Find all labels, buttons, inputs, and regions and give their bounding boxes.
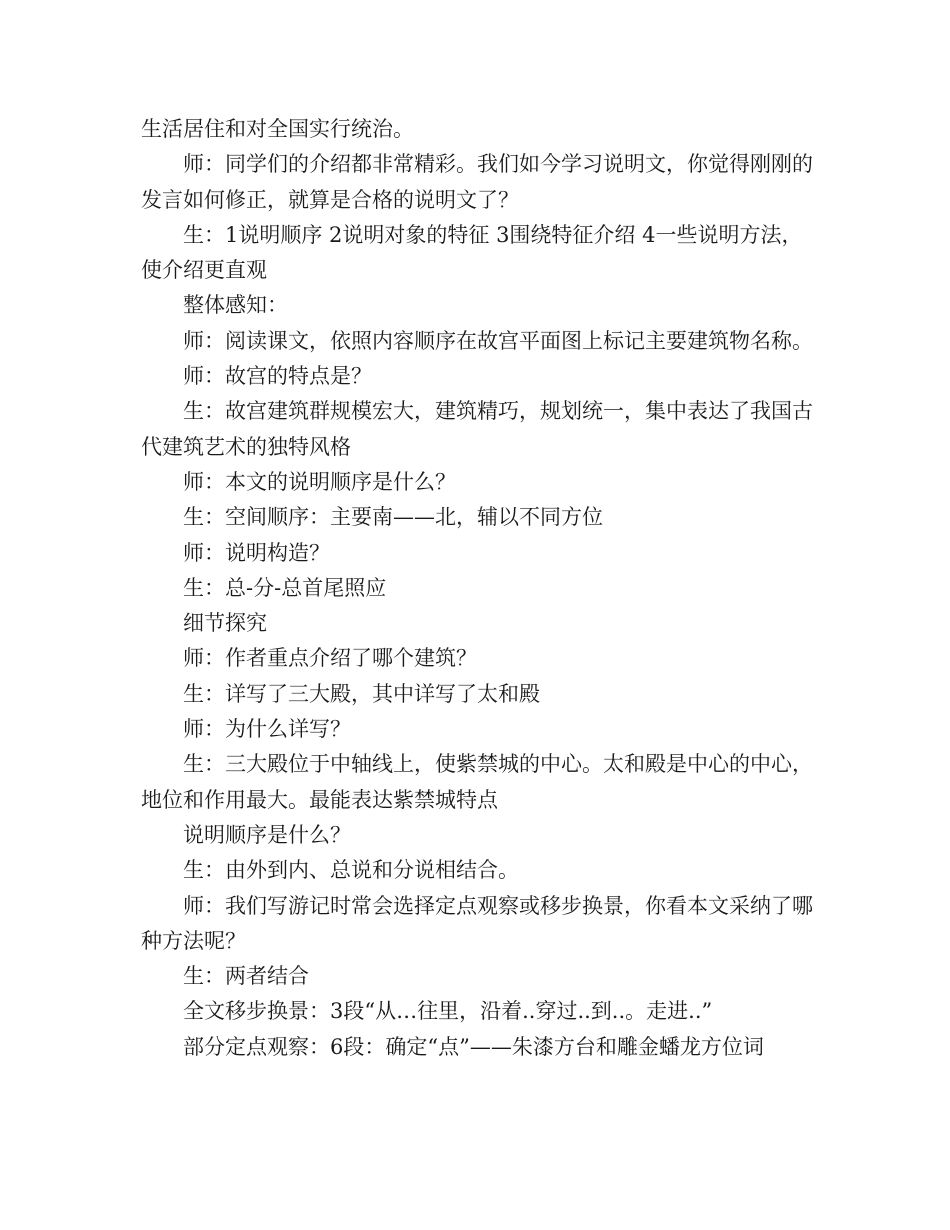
paragraph: 师：作者重点介绍了哪个建筑？ — [183, 646, 477, 671]
paragraph: 师：阅读课文，依照内容顺序在故宫平面图上标记主要建筑物名称。 — [183, 328, 813, 353]
paragraph: 师：我们写游记时常会选择定点观察或移步换景，你看本文采纳了哪种方法呢？ — [141, 893, 813, 953]
paragraph: 生：详写了三大殿，其中详写了太和殿 — [183, 681, 540, 706]
paragraph: 生：空间顺序：主要南——北，辅以不同方位 — [183, 505, 603, 530]
paragraph: 师：同学们的介绍都非常精彩。我们如今学习说明文，你觉得刚刚的发言如何修正，就算是合格的说明文了？ — [141, 152, 813, 212]
section-heading: 细节探究 — [183, 611, 267, 636]
paragraph: 生：三大殿位于中轴线上，使紫禁城的中心。太和殿是中心的中心，地位和作用最大。最能表达紫禁城特点 — [141, 752, 813, 812]
paragraph: 生：1说明顺序 2说明对象的特征 3围绕特征介绍 4一些说明方法，使介绍更直观 — [141, 222, 803, 283]
paragraph: 师：说明构造？ — [183, 540, 330, 565]
paragraph: 师：故宫的特点是？ — [183, 364, 372, 389]
paragraph: 部分定点观察：6段：确定“点”——朱漆方台和雕金蟠龙方位词 — [183, 1034, 764, 1059]
paragraph: 生：故宫建筑群规模宏大，建筑精巧，规划统一，集中表达了我国古代建筑艺术的独特风格 — [141, 399, 813, 459]
paragraph: 生活居住和对全国实行统治。 — [141, 117, 414, 141]
paragraph: 生：两者结合 — [183, 964, 309, 989]
lesson-transcript — [141, 112, 821, 1065]
paragraph: 师：为什么详写？ — [183, 717, 351, 742]
paragraph: 全文移步换景：3段“从…往里，沿着..穿过..到..。走进..” — [183, 999, 713, 1024]
paragraph: 说明顺序是什么？ — [183, 822, 351, 847]
section-heading: 整体感知： — [183, 293, 288, 318]
paragraph: 生：由外到内、总说和分说相结合。 — [183, 858, 519, 883]
paragraph: 师：本文的说明顺序是什么？ — [183, 469, 456, 494]
paragraph: 生：总-分-总首尾照应 — [183, 575, 387, 600]
